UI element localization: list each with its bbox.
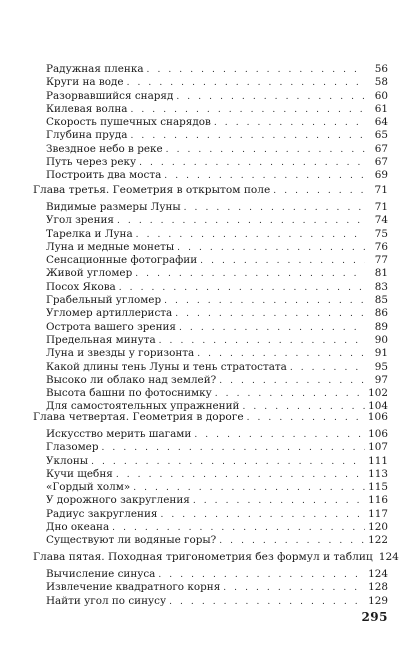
toc-entry xyxy=(33,334,388,347)
toc-entry xyxy=(33,214,388,227)
toc-entry xyxy=(33,294,388,307)
toc-entry xyxy=(33,281,388,294)
toc-entry-title: Грабельный угломер xyxy=(46,294,162,307)
toc-entry-page: 111 xyxy=(368,454,388,467)
toc-entry-page: 120 xyxy=(368,521,388,534)
toc-entry-page: 58 xyxy=(374,76,388,89)
toc-entry-title: «Гордый холм» xyxy=(46,481,131,494)
toc-entry-title: Угломер артиллериста xyxy=(46,307,173,320)
toc-entry-title: Искусство мерить шагами xyxy=(46,428,192,440)
toc-entry-title: Какой длины тень Луны и тень стратостата xyxy=(46,360,287,373)
toc-entry-page: 129 xyxy=(368,594,388,607)
toc-entry-page: 76 xyxy=(374,240,388,253)
toc-entry-page: 115 xyxy=(368,481,388,494)
toc-entry-title: Посох Якова xyxy=(46,280,116,293)
toc-entry-title: Килевая волна xyxy=(46,102,128,115)
toc-entry xyxy=(33,169,388,182)
toc-entry-title: Круги на воде xyxy=(46,76,124,89)
dot-leader xyxy=(147,64,365,77)
toc-entry-title: Глубина пруда xyxy=(46,129,128,142)
toc-entry xyxy=(33,521,388,534)
dot-leader xyxy=(290,362,365,375)
toc-entry xyxy=(33,455,388,468)
dot-leader xyxy=(219,375,365,388)
toc-entry-page: 61 xyxy=(374,102,388,115)
toc-entry-page: 60 xyxy=(374,89,388,102)
toc-entry-page: 122 xyxy=(368,534,388,547)
toc-entry-page: 56 xyxy=(374,63,388,75)
dot-leader xyxy=(223,582,365,595)
dot-leader xyxy=(247,411,365,425)
toc-entry-title: Извлечение квадратного корня xyxy=(46,581,221,594)
toc-entry-title: Высота башни по фотоснимку xyxy=(46,387,212,400)
dot-leader xyxy=(159,335,365,348)
chapter-page: 71 xyxy=(374,184,388,196)
toc-entry xyxy=(33,361,388,374)
toc-entry xyxy=(33,116,388,129)
toc-entry-page: 81 xyxy=(374,267,388,280)
toc-entry xyxy=(33,241,388,254)
toc-entry xyxy=(33,201,388,214)
dot-leader xyxy=(214,117,365,130)
dot-leader xyxy=(176,91,365,104)
toc-entry xyxy=(33,387,388,400)
chapter-heading xyxy=(33,183,388,197)
toc-entry-title: Острота вашего зрения xyxy=(46,320,176,333)
toc-entry xyxy=(33,103,388,116)
toc-entry-title: Путь через реку xyxy=(46,156,137,169)
dot-leader xyxy=(177,242,365,255)
toc-entry-page: 116 xyxy=(368,494,388,507)
toc-entry-page: 90 xyxy=(374,333,388,346)
toc-entry xyxy=(33,494,388,507)
dot-leader xyxy=(194,429,365,442)
page-number: 295 xyxy=(361,610,388,624)
toc-entry-page: 83 xyxy=(374,280,388,293)
toc-entry-title: Скорость пушечных снарядов xyxy=(46,116,211,129)
toc-entry-title: Вычисление синуса xyxy=(46,568,156,580)
toc-entry-title: Радужная пленка xyxy=(46,63,144,75)
dot-leader xyxy=(219,535,365,548)
toc-section-chapter-3-entries xyxy=(33,201,388,414)
toc-entry xyxy=(33,581,388,594)
toc-entry xyxy=(33,534,388,547)
toc-entry xyxy=(33,307,388,320)
dot-leader xyxy=(112,522,365,535)
dot-leader xyxy=(136,229,365,242)
chapter-heading xyxy=(33,410,388,424)
toc-entry-title: Высоко ли облако над землей? xyxy=(46,373,217,386)
toc-entry-page: 69 xyxy=(374,169,388,182)
toc-section-chapter-3 xyxy=(33,183,388,197)
dot-leader xyxy=(164,170,365,183)
dot-leader xyxy=(117,215,365,228)
toc-entry-page: 75 xyxy=(374,227,388,240)
toc-entry xyxy=(33,76,388,89)
chapter-heading xyxy=(33,550,399,564)
chapter-page: 106 xyxy=(367,411,388,423)
toc-entry-page: 97 xyxy=(374,373,388,386)
toc-entry xyxy=(33,374,388,387)
dot-leader xyxy=(101,442,365,455)
toc-entry-title: Сенсационные фотографии xyxy=(46,254,198,267)
dot-leader xyxy=(215,388,365,401)
toc-entry xyxy=(33,228,388,241)
dot-leader xyxy=(175,308,365,321)
chapter-title: Глава пятая. Походная тригонометрия без формул и таблиц xyxy=(33,551,373,563)
dot-leader xyxy=(158,569,365,582)
toc-entry-page: 74 xyxy=(374,214,388,227)
toc-entry xyxy=(33,428,388,441)
toc-entry xyxy=(33,63,388,76)
dot-leader xyxy=(164,295,365,308)
toc-entry-page: 85 xyxy=(374,294,388,307)
toc-entry-page: 91 xyxy=(374,347,388,360)
toc-entry-page: 67 xyxy=(374,156,388,169)
toc-entry xyxy=(33,254,388,267)
chapter-title: Глава четвертая. Геометрия в дороге xyxy=(33,411,244,423)
toc-entry-page: 71 xyxy=(374,201,388,213)
toc-entry-page: 124 xyxy=(368,568,388,580)
toc-entry-page: 117 xyxy=(368,507,388,520)
toc-entry-page: 128 xyxy=(368,581,388,594)
toc-entry-title: Уклоны xyxy=(46,454,89,467)
toc-entry-page: 104 xyxy=(368,400,388,413)
toc-entry xyxy=(33,568,388,581)
toc-entry-page: 77 xyxy=(374,254,388,267)
toc-entry-page: 86 xyxy=(374,307,388,320)
toc-section-chapter-5 xyxy=(33,550,399,564)
toc-entry xyxy=(33,267,388,280)
toc-entry-title: Существуют ли водяные горы? xyxy=(46,534,217,547)
dot-leader xyxy=(200,255,365,268)
toc-entry-title: Луна и звезды у горизонта xyxy=(46,347,195,360)
dot-leader xyxy=(184,202,365,215)
toc-section-chapter-4 xyxy=(33,410,388,424)
toc-section-continuation xyxy=(33,63,388,183)
dot-leader xyxy=(119,282,365,295)
toc-section-chapter-5-entries xyxy=(33,568,388,608)
toc-entry-title: Угол зрения xyxy=(46,214,114,227)
chapter-page: 124 xyxy=(378,551,399,563)
toc-entry-title: Для самостоятельных упражнений xyxy=(46,400,240,413)
toc-section-chapter-4-entries xyxy=(33,428,388,548)
dot-leader xyxy=(197,348,365,361)
dot-leader xyxy=(166,144,365,157)
dot-leader xyxy=(91,456,365,469)
dot-leader xyxy=(193,495,365,508)
toc-entry xyxy=(33,481,388,494)
toc-entry-title: Радиус закругления xyxy=(46,507,158,520)
dot-leader xyxy=(273,184,365,198)
toc-entry-title: Построить два моста xyxy=(46,169,162,182)
toc-entry-title: Найти угол по синусу xyxy=(46,594,167,607)
toc-entry xyxy=(33,595,388,608)
toc-entry xyxy=(33,347,388,360)
toc-entry-title: Разорвавшийся снаряд xyxy=(46,89,174,102)
toc-entry-title: Звездное небо в реке xyxy=(46,142,163,155)
dot-leader xyxy=(127,77,365,90)
dot-leader xyxy=(133,482,365,495)
toc-entry xyxy=(33,441,388,454)
toc-entry-page: 107 xyxy=(368,441,388,454)
dot-leader xyxy=(160,509,365,522)
chapter-title: Глава третья. Геометрия в открытом поле xyxy=(33,184,271,196)
toc-entry-title: Тарелка и Луна xyxy=(46,227,133,240)
toc-entry-page: 67 xyxy=(374,142,388,155)
dot-leader xyxy=(169,596,365,609)
toc-entry xyxy=(33,129,388,142)
toc-entry xyxy=(33,508,388,521)
toc-entry xyxy=(33,143,388,156)
toc-entry-title: Луна и медные монеты xyxy=(46,240,175,253)
toc-entry-title: Видимые размеры Луны xyxy=(46,201,181,213)
toc-entry-title: У дорожного закругления xyxy=(46,494,190,507)
dot-leader xyxy=(116,469,365,482)
toc-entry-page: 89 xyxy=(374,320,388,333)
toc-entry-title: Дно океана xyxy=(46,521,110,534)
dot-leader xyxy=(130,104,365,117)
dot-leader xyxy=(135,268,365,281)
toc-entry-title: Предельная минута xyxy=(46,333,156,346)
dot-leader xyxy=(179,322,365,335)
dot-leader xyxy=(139,157,365,170)
toc-entry xyxy=(33,468,388,481)
toc-entry-title: Глазомер xyxy=(46,441,99,454)
toc-entry-page: 95 xyxy=(374,360,388,373)
toc-entry-title: Кучи щебня xyxy=(46,467,113,480)
toc-entry xyxy=(33,90,388,103)
toc-entry-page: 65 xyxy=(374,129,388,142)
toc-entry-page: 64 xyxy=(374,116,388,129)
toc-entry-page: 102 xyxy=(368,387,388,400)
toc-entry-page: 106 xyxy=(368,428,388,440)
toc-entry xyxy=(33,156,388,169)
toc-entry-page: 113 xyxy=(368,467,388,480)
dot-leader xyxy=(130,130,365,143)
toc-entry-title: Живой угломер xyxy=(46,267,133,280)
toc-entry xyxy=(33,321,388,334)
